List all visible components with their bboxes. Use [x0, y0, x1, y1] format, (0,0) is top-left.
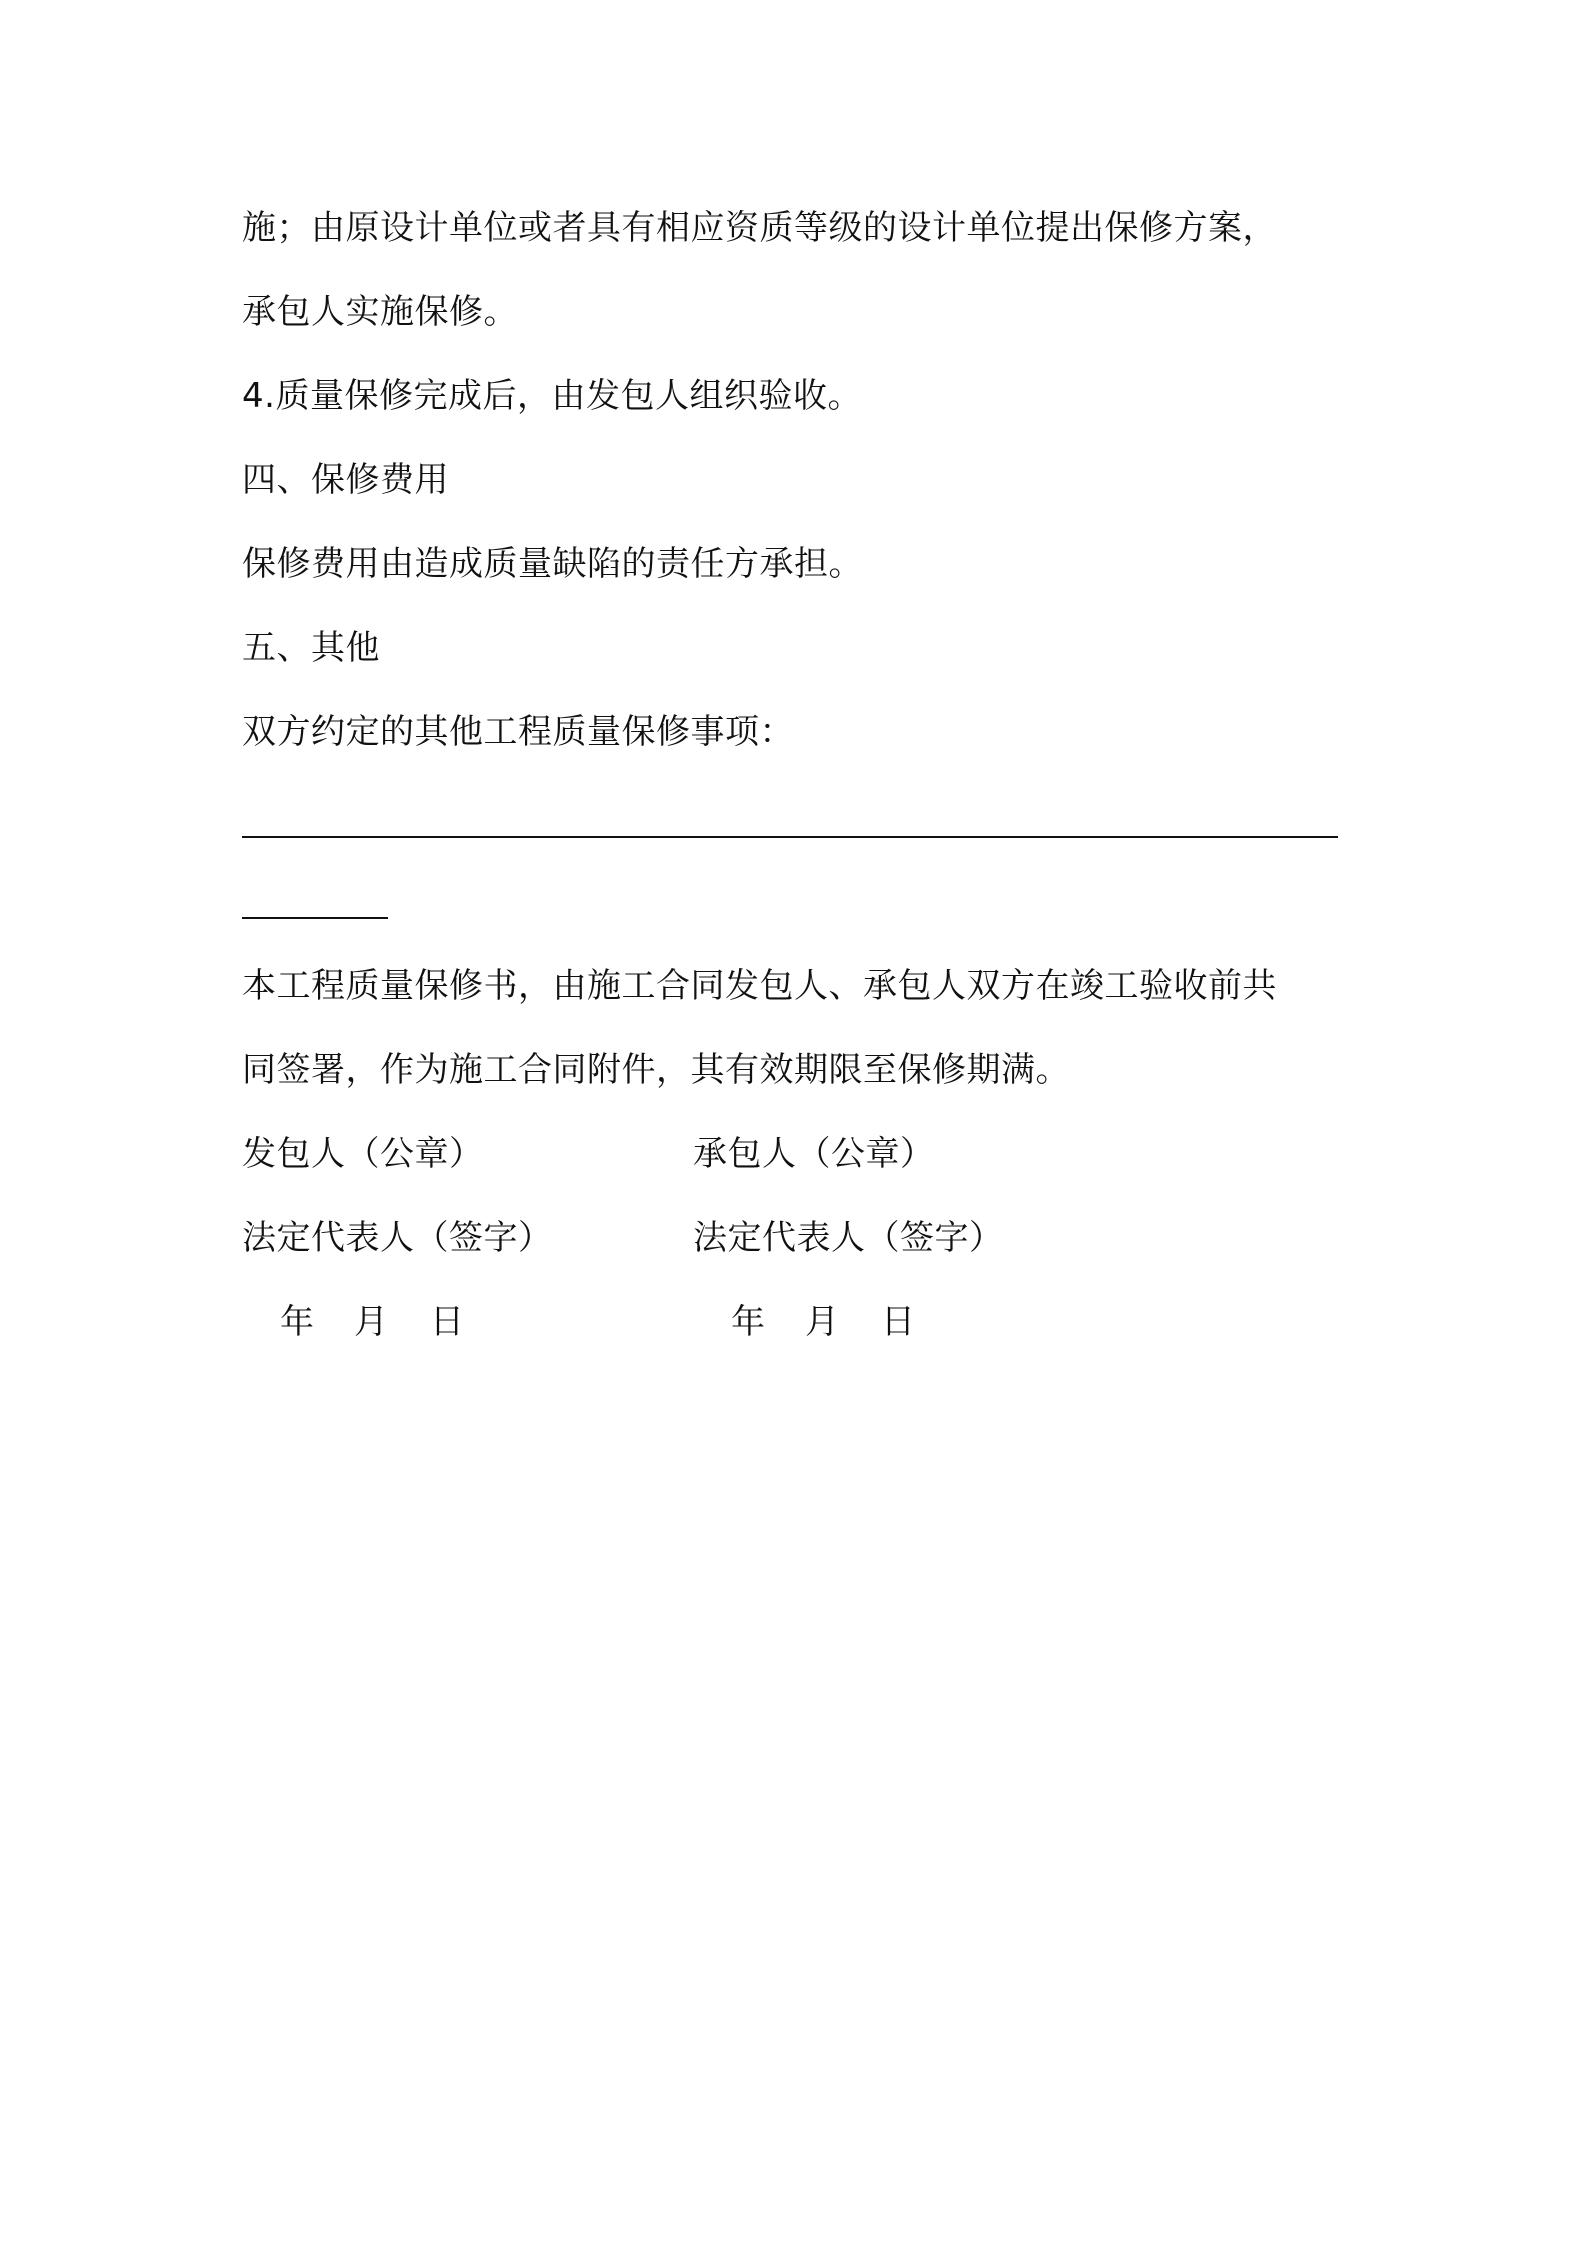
- employer-date-day: 日: [430, 1302, 464, 1342]
- paragraph-line-other: 双方约定的其他工程质量保修事项：: [242, 712, 794, 752]
- contractor-date-day: 日: [881, 1302, 915, 1342]
- employer-date-year: 年: [280, 1302, 314, 1342]
- employer-representative-label: 法定代表人（签字）: [242, 1218, 553, 1258]
- section-heading-other: 五、其他: [242, 628, 380, 668]
- fill-in-blank-line-continued: [242, 917, 388, 919]
- paragraph-line-1: 施；由原设计单位或者具有相应资质等级的设计单位提出保修方案，: [242, 208, 1277, 248]
- paragraph-line-2: 承包人实施保修。: [242, 292, 518, 332]
- paragraph-line-3: 4.质量保修完成后，由发包人组织验收。: [242, 376, 862, 416]
- paragraph-line-validity-2: 同签署，作为施工合同附件，其有效期限至保修期满。: [242, 1050, 1070, 1090]
- contractor-date-year: 年: [731, 1302, 765, 1342]
- employer-date-month: 月: [354, 1302, 388, 1342]
- contractor-representative-label: 法定代表人（签字）: [693, 1218, 1004, 1258]
- employer-date: [242, 1300, 542, 1344]
- employer-seal-label: 发包人（公章）: [242, 1134, 484, 1174]
- section-heading-fees: 四、保修费用: [242, 460, 449, 500]
- contractor-date: [693, 1300, 993, 1344]
- contractor-seal-label: 承包人（公章）: [693, 1134, 935, 1174]
- paragraph-line-fees: 保修费用由造成质量缺陷的责任方承担。: [242, 544, 863, 584]
- paragraph-line-validity-1: 本工程质量保修书，由施工合同发包人、承包人双方在竣工验收前共: [242, 966, 1277, 1006]
- contractor-date-month: 月: [805, 1302, 839, 1342]
- fill-in-blank-line: [242, 836, 1338, 838]
